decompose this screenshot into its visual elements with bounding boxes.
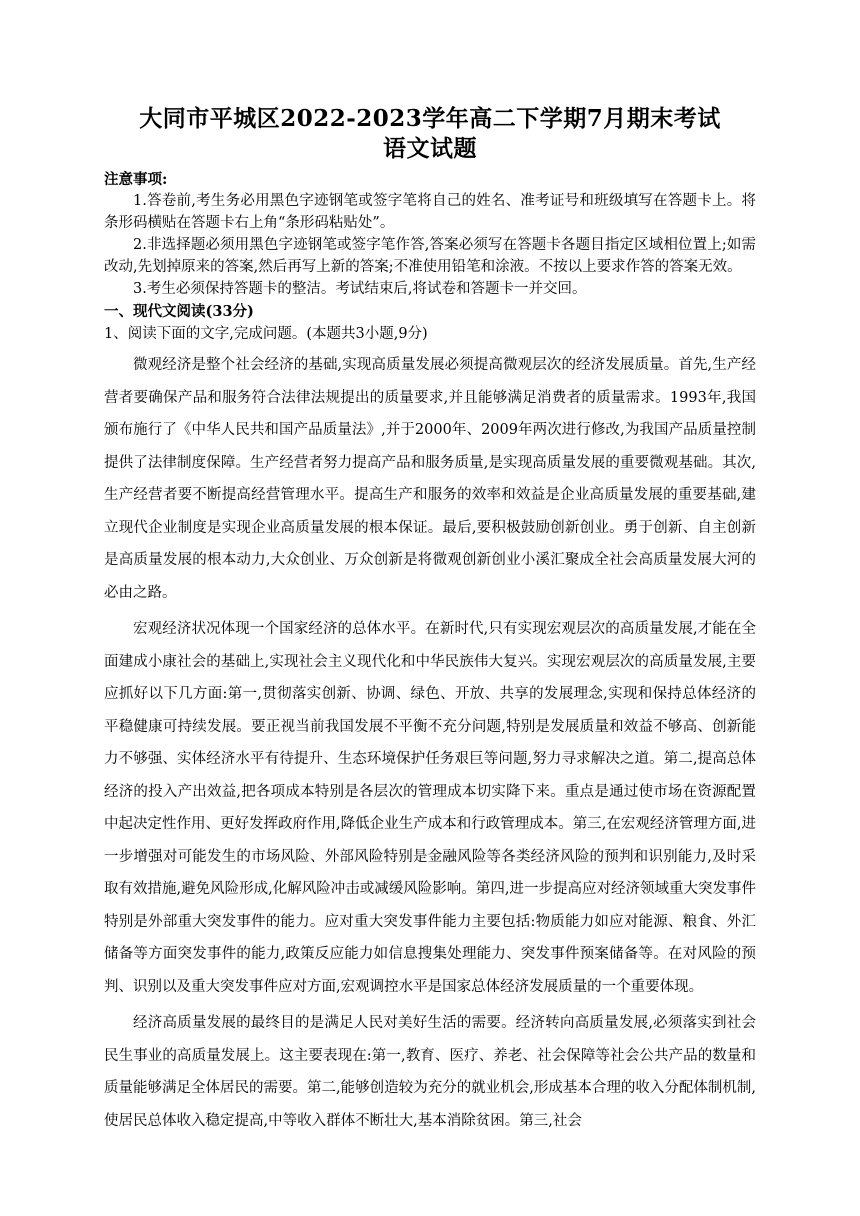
- section-heading: 一、现代文阅读(33分): [104, 303, 254, 320]
- section-modern-reading: [104, 301, 756, 1137]
- exam-title: [104, 104, 756, 164]
- reading-paragraph-1: 微观经济是整个社会经济的基础,实现高质量发展必须提高微观层次的经济发展质量。首先,生产经营者要确保产品和服务符合法律法规提出的质量要求,并且能够满足消费者的质量需求。1993年,我国颁布施行了《中华人民共和国产品质量法》,并于2000年、2009年两次进行修改,为我国产品质量控制提供了法律制度保障。生产经营者努力提高产品和服务质量,是实现高质量发展的重要微观基础。其次,生产经营者要不断提高经营管理水平。提高生产和服务的效率和效益是企业高质量发展的重要基础,建立现代企业制度是实现企业高质量发展的根本保证。最后,要积极鼓励创新创业。勇于创新、自主创新是高质量发展的根本动力,大众创业、万众创新是将微观创新创业小溪汇聚成全社会高质量发展大河的必由之路。: [104, 357, 756, 601]
- exam-page: [104, 104, 756, 1137]
- reading-paragraph-3: 经济高质量发展的最终目的是满足人民对美好生活的需要。经济转向高质量发展,必须落实到社会民生事业的高质量发展上。这主要表现在:第一,教育、医疗、养老、社会保障等社会公共产品的数量和质量能够满足全体居民的需要。第二,能够创造较为充分的就业机会,形成基本合理的收入分配体制机制,使居民总体收入稳定提高,中等收入群体不断壮大,基本消除贫困。第三,社会: [104, 1015, 756, 1129]
- exam-title-line2: 语文试题: [383, 135, 477, 162]
- question-instruction: 1、阅读下面的文字,完成问题。(本题共3小题,9分): [104, 326, 428, 342]
- note-item-1: 1.答卷前,考生务必用黑色字迹钢笔或签字笔将自己的姓名、准考证号和班级填写在答题卡上。将条形码横贴在答题卡右上角“条形码粘贴处”。: [104, 193, 756, 231]
- note-item-3: 3.考生必须保持答题卡的整洁。考试结束后,将试卷和答题卡一并交回。: [133, 281, 587, 297]
- exam-title-line1: 大同市平城区2022-2023学年高二下学期7月期末考试: [139, 105, 721, 132]
- notes-section: [104, 170, 756, 300]
- notes-heading: 注意事项:: [104, 171, 168, 188]
- reading-paragraph-2: 宏观经济状况体现一个国家经济的总体水平。在新时代,只有实现宏观层次的高质量发展,才能在全面建成小康社会的基础上,实现社会主义现代化和中华民族伟大复兴。实现宏观层次的高质量发展,主要应抓好以下几方面:第一,贯彻落实创新、协调、绿色、开放、共享的发展理念,实现和保持总体经济的平稳健康可持续发展。要正视当前我国发展不平衡不充分问题,特别是发展质量和效益不够高、创新能力不够强、实体经济水平有待提升、生态环境保护任务艰巨等问题,努力寻求解决之道。第二,提高总体经济的投入产出效益,把各项成本特别是各层次的管理成本切实降下来。重点是通过使市场在资源配置中起决定性作用、更好发挥政府作用,降低企业生产成本和行政管理成本。第三,在宏观经济管理方面,进一步增强对可能发生的市场风险、外部风险特别是金融风险等各类经济风险的预判和识别能力,及时采取有效措施,避免风险形成,化解风险冲击或减缓风险影响。第四,进一步提高应对经济领域重大突发事件特别是外部重大突发事件的能力。应对重大突发事件能力主要包括:物质能力如应对能源、粮食、外汇储备等方面突发事件的能力,政策反应能力如信息搜集处理能力、突发事件预案储备等。在对风险的预判、识别以及重大突发事件应对方面,宏观调控水平是国家总体经济发展质量的一个重要体现。: [104, 621, 756, 995]
- note-item-2: 2.非选择题必须用黑色字迹钢笔或签字笔作答,答案必须写在答题卡各题目指定区域相位置上;如需改动,先划掉原来的答案,然后再写上新的答案;不准使用铅笔和涂液。不按以上要求作答的答案无效。: [104, 237, 756, 275]
